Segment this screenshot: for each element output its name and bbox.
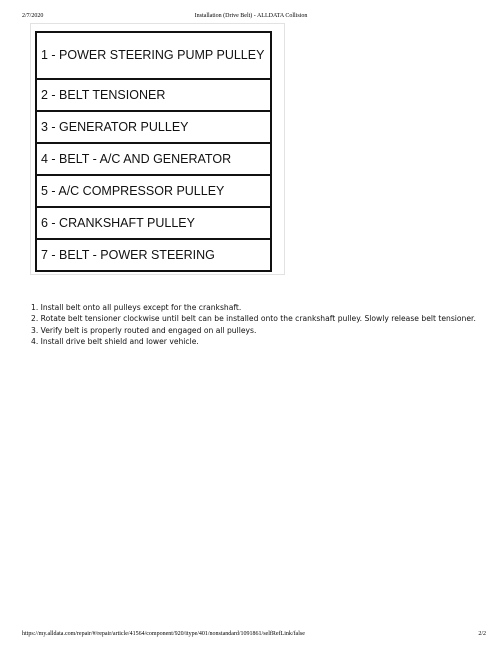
- legend-row: [36, 207, 271, 239]
- legend-row: [36, 32, 271, 79]
- legend-row: [36, 175, 271, 207]
- legend-item: 5 - A/C COMPRESSOR PULLEY: [36, 175, 271, 207]
- step-3: 3. Verify belt is properly routed and engaged on all pulleys.: [31, 325, 257, 335]
- installation-steps: [31, 302, 481, 347]
- step-2: 2. Rotate belt tensioner clockwise until belt can be installed onto the crankshaft pulley. Slowly release belt tensioner.: [31, 314, 476, 324]
- legend-item: 2 - BELT TENSIONER: [36, 79, 271, 111]
- legend-row: [36, 239, 271, 271]
- legend-item: 4 - BELT - A/C AND GENERATOR: [36, 143, 271, 175]
- step-4: 4. Install drive belt shield and lower vehicle.: [31, 336, 199, 346]
- legend-item: 7 - BELT - POWER STEERING: [36, 239, 271, 271]
- step-1: 1. Install belt onto all pulleys except for the crankshaft.: [31, 303, 242, 312]
- legend-row: [36, 143, 271, 175]
- page-number: 2/2: [478, 631, 486, 637]
- legend-row: [36, 79, 271, 111]
- legend-row: [36, 111, 271, 143]
- print-date: 2/7/2020: [22, 13, 44, 19]
- legend-item: 1 - POWER STEERING PUMP PULLEY: [36, 32, 271, 79]
- page-url: https://my.alldata.com/repair/#/repair/article/41564/component/920/itype/401/nonstandard/1091861/selfRefLink/false: [22, 631, 305, 637]
- page-title: Installation (Drive Belt) - ALLDATA Collision: [194, 13, 308, 19]
- legend-item: 3 - GENERATOR PULLEY: [36, 111, 271, 143]
- legend-table: [35, 31, 272, 272]
- legend-item: 6 - CRANKSHAFT PULLEY: [36, 207, 271, 239]
